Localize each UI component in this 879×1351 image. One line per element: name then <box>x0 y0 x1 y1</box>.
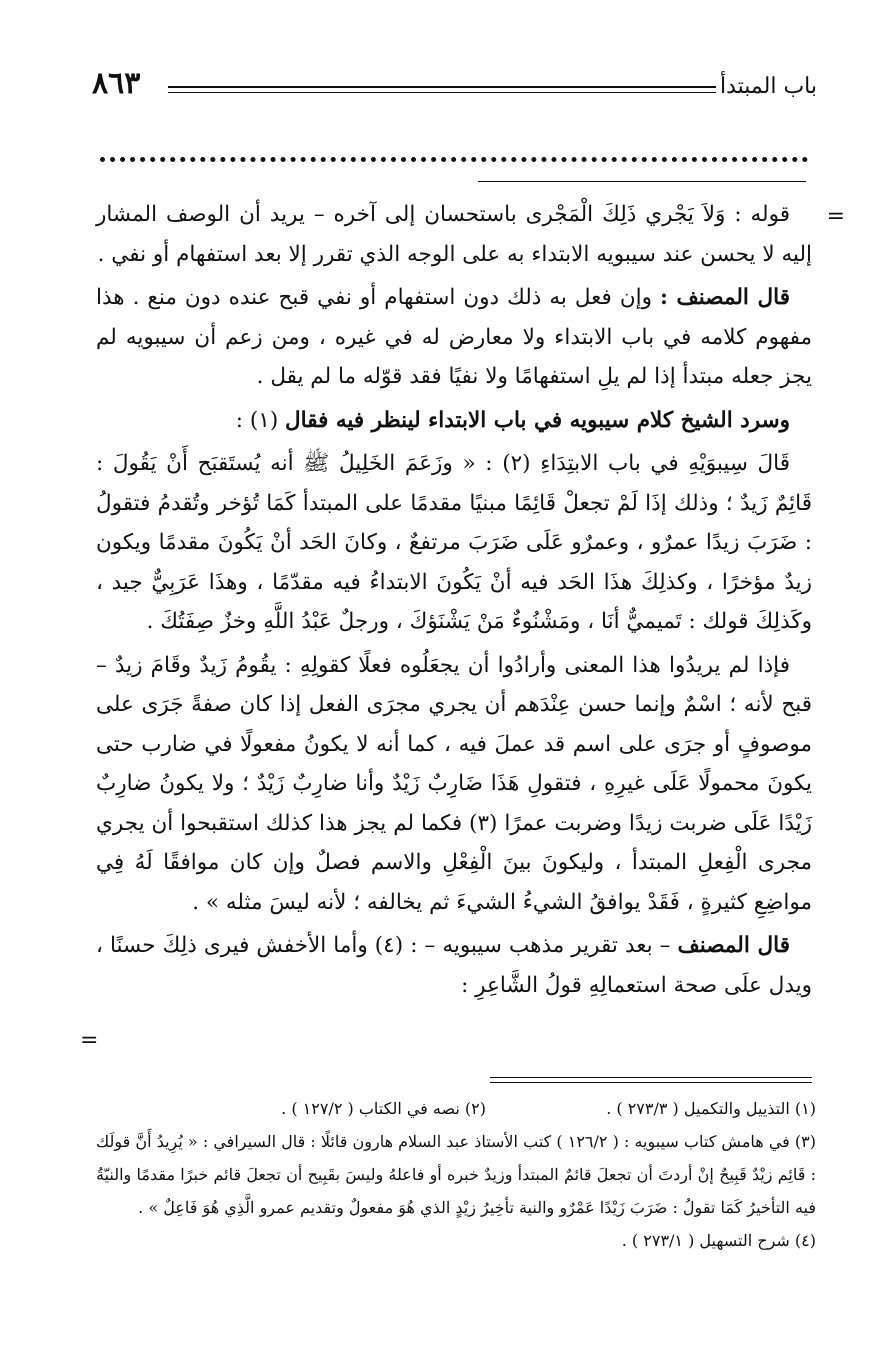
paragraph <box>96 926 812 1005</box>
paragraph-text: قَالَ سِيبوَيْهِ في باب الابتِدَاءِ (٢) : « وزَعَمَ الخَلِيلُ ﷺ أنه يُستَقبَح أَنْ يَقُولَ : قَائِمٌ زَيدٌ ؛ وذلك إذَا لَمْ تجعلْ قَائِمًا مبنيًا مقدمًا على المبتدأ كَمَا تُؤخر وتُقدمُ فتقولُ : ضَرَبَ زيدًا عمرٌو ، وعمرٌو عَلَى ضَرَبَ مرتفعٌ ، وكانَ الحَد أنْ يَكُونَ مقدمًا ويكون زيدٌ مؤخرًا ، وكذلِكَ هذَا الحَد فيه أنْ يَكُونَ الابتداءُ فيه مقدّمًا ، وهذَا عَرَبِيٌّ جيد ، وكَذلِكَ قولك : تَميميٌّ أنَا ، ومَشْنُوءٌ مَنْ يَشْنَؤكَ ، ورجلٌ عَبْدُ اللَّهِ وخزٌ صِفَتُكَ . <box>96 451 812 634</box>
footnote-2: (٢) نصه في الكتاب ( ١٢٧/٢ ) . <box>281 1099 486 1118</box>
dotted-separator <box>100 143 808 162</box>
continuation-mark: = <box>826 204 845 229</box>
paragraph-text: فإذا لم يريدُوا هذا المعنى وأرادُوا أن يجعَلُوه فعلًا كقولِهِ : يقُومُ زَيدٌ وقَامَ زيدٌ – قبح لأنه ؛ اسْمٌ وإنما حسن عِنْدَهم أن يجري مجرَى الفعل إذا كان صفةً جَرَى على موصوفٍ أو جرَى على اسم قد عملَ فيه ، كما أنه لا يكونُ مفعولًا في ضارب حتى يكونَ محمولًا عَلَى غيرِهِ ، فتقولِ هَذَا ضَارِبٌ زَيْدٌ وأنا ضارِبٌ زَيْدٌ ؛ ولا يكونُ ضارِبٌ زَيْدًا عَلَى ضربت زيدًا وضربت عمرًا (٣) فكما لم يجز هذا كذلك استقبحوا أن يجري مجرى الْفِعلِ المبتدأ ، وليكونَ بينَ الْفِعْلِ والاسم فصلٌ وإن كان موافقًا لَهُ فِي مواضِعِ كثيرةٍ ، فَقَدْ يوافقُ الشيءُ الشيءَ ثم يخالفه ؛ لأنه ليسَ مثله » . <box>96 652 813 915</box>
footnotes <box>96 1092 816 1257</box>
section-rule <box>478 181 806 182</box>
running-header-title: باب المبتدأ <box>719 74 817 99</box>
continuation-mark: = <box>80 1028 99 1053</box>
main-text <box>96 195 812 1005</box>
paragraph-text: وإن فعل به ذلك دون استفهام أو نفي قبح عنده دون منع . هذا مفهوم كلامه في باب الابتداء ولا معارض له في غيره ، ومن زعم أن سيبويه لم يجز جعله مبتدأ إذا لم يلِ استفهامًا ولا نفيًا فقد قوّله ما لم يقل . <box>96 285 812 389</box>
paragraph <box>96 401 812 441</box>
paragraph-text: قوله : وَلاَ يَجْري ذَلِكَ الْمَجْرى باستحسان إلى آخره – يريد أن الوصف المشار إليه لا يحسن عند سيبويه الابتداء به على الوجه الذي تقرر إلا بعد استفهام أو نفي . <box>96 202 812 267</box>
footnote-4: (٤) شرح التسهيل ( ٢٧٣/١ ) . <box>621 1231 816 1250</box>
footnote-3: (٣) في هامش كتاب سيبويه : ( ١٢٦/٢ ) كتب الأستاذ عبد السلام هارون قائلًا : قال السيرافي : « يُرِيدُ أَنَّ قولَك : قَائِم زيْدٌ قَبِيحٌ إنْ أردتَ أن تجعلَ قائمٌ المبتدأ وزيدٌ خبره أو فاعلهُ وليسَ بقَبِيح أن تجعلَ قائم خبرًا مقدمًا والنيّةُ فيه التأخيرُ كَمَا تقولُ : ضَرَبَ زَيْدًا عَمْرٌو والنية تأخِيرُ زيْدٍ الذي هُوَ مفعولٌ وتقديم عمرو الَّذِي هُوَ فَاعِلٌ » . <box>96 1132 817 1217</box>
footnote-row <box>96 1092 816 1125</box>
paragraph-lead: قال المصنف <box>677 933 790 958</box>
paragraph <box>96 646 812 923</box>
header-rule <box>168 86 716 88</box>
header-rule <box>168 92 716 93</box>
paragraph <box>96 278 812 397</box>
paragraph-text: – بعد تقرير مذهب سيبويه – : (٤) وأما الأخفش فيرى ذلِكَ حسنًا ، ويدل علَى صحة استعمالِهِ قولُ الشَّاعِرِ : <box>96 933 812 998</box>
page-number: ٨٦٣ <box>92 66 141 101</box>
paragraph-lead: وسرد الشيخ كلام سيبويه في باب الابتداء لينظر فيه فقال <box>285 407 790 433</box>
paragraph-text: (١) : <box>235 407 286 433</box>
paragraph-lead: قال المصنف : <box>659 285 790 310</box>
footnote-rule <box>490 1077 812 1078</box>
paragraph <box>96 195 812 274</box>
footnote-rule <box>490 1082 812 1083</box>
paragraph <box>96 444 812 642</box>
footnote-1: (١) التذييل والتكميل ( ٢٧٣/٣ ) . <box>606 1099 816 1118</box>
